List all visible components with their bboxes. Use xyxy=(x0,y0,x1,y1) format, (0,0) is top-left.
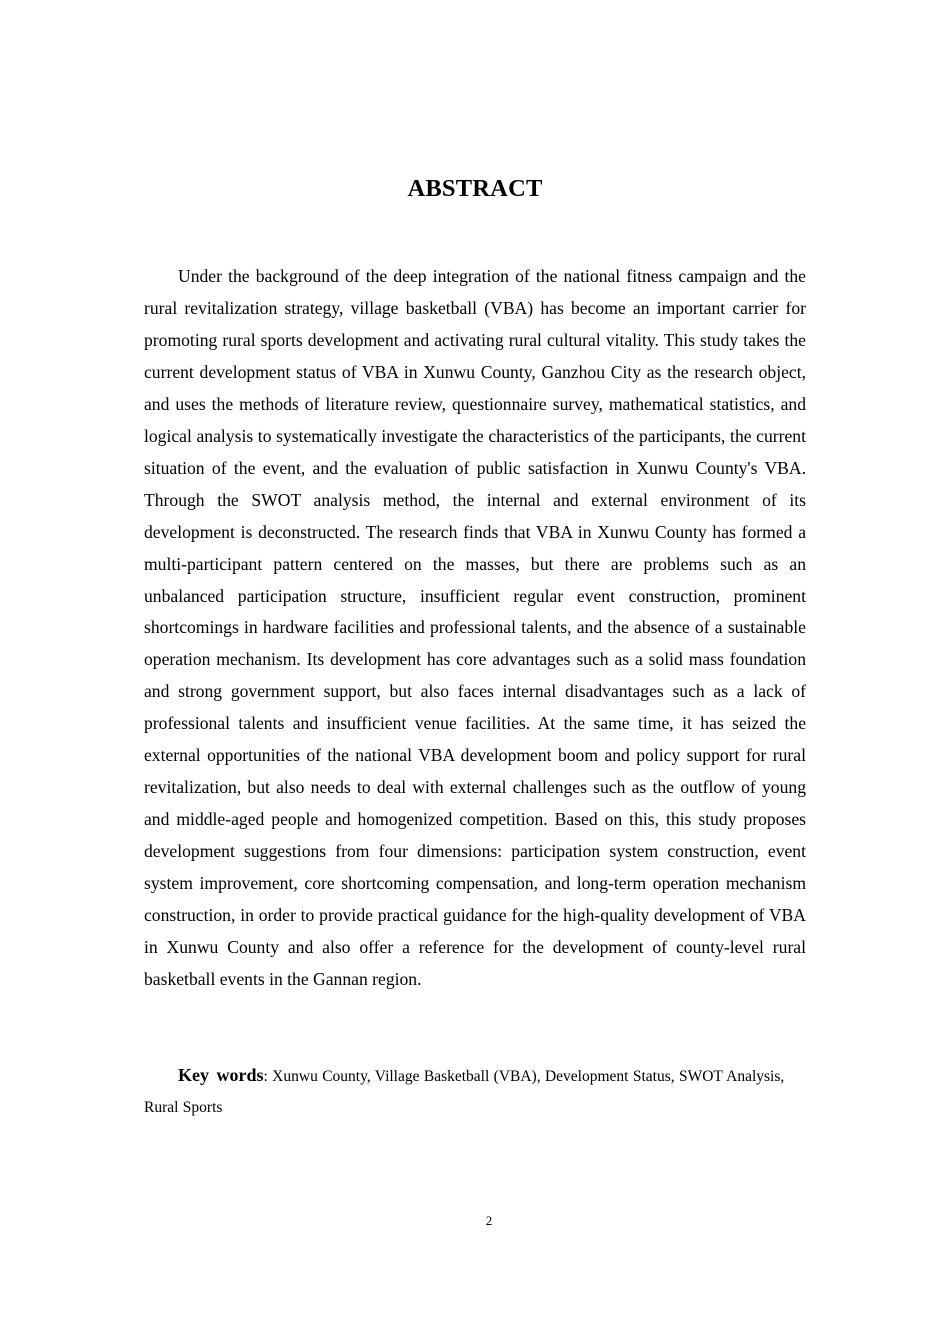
abstract-body: Under the background of the deep integration of the national fitness campaign and the rural revitalization strategy, village basketball (VBA) has become an important carrier for promoting rural sports development and activating rural cultural vitality. This study takes the current development status of VBA in Xunwu County, Ganzhou City as the research object, and uses the methods of literature review, questionnaire survey, mathematical statistics, and logical analysis to systematically investigate the characteristics of the participants, the current situation of the event, and the evaluation of public satisfaction in Xunwu County's VBA. Through the SWOT analysis method, the internal and external environment of its development is deconstructed. The research finds that VBA in Xunwu County has formed a multi-participant pattern centered on the masses, but there are problems such as an unbalanced participation structure, insufficient regular event construction, prominent shortcomings in hardware facilities and professional talents, and the absence of a sustainable operation mechanism. Its development has core advantages such as a solid mass foundation and strong government support, but also faces internal disadvantages such as a lack of professional talents and insufficient venue facilities. At the same time, it has seized the external opportunities of the national VBA development boom and policy support for rural revitalization, but also needs to deal with external challenges such as the outflow of young and middle-aged people and homogenized competition. Based on this, this study proposes development suggestions from four dimensions: participation system construction, event system improvement, core shortcoming compensation, and long-term operation mechanism construction, in order to provide practical guidance for the high-quality development of VBA in Xunwu County and also offer a reference for the development of county-level rural basketball events in the Gannan region. xyxy=(144,266,806,989)
keywords-list: : Xunwu County, Village Basketball (VBA), Development Status, SWOT Analysis, Rural Sports xyxy=(144,1068,785,1116)
page-number: 2 xyxy=(485,1213,493,1228)
abstract-title: ABSTRACT xyxy=(407,175,543,202)
keywords-paragraph xyxy=(144,1060,806,1123)
keywords-label: Key words xyxy=(178,1065,264,1085)
